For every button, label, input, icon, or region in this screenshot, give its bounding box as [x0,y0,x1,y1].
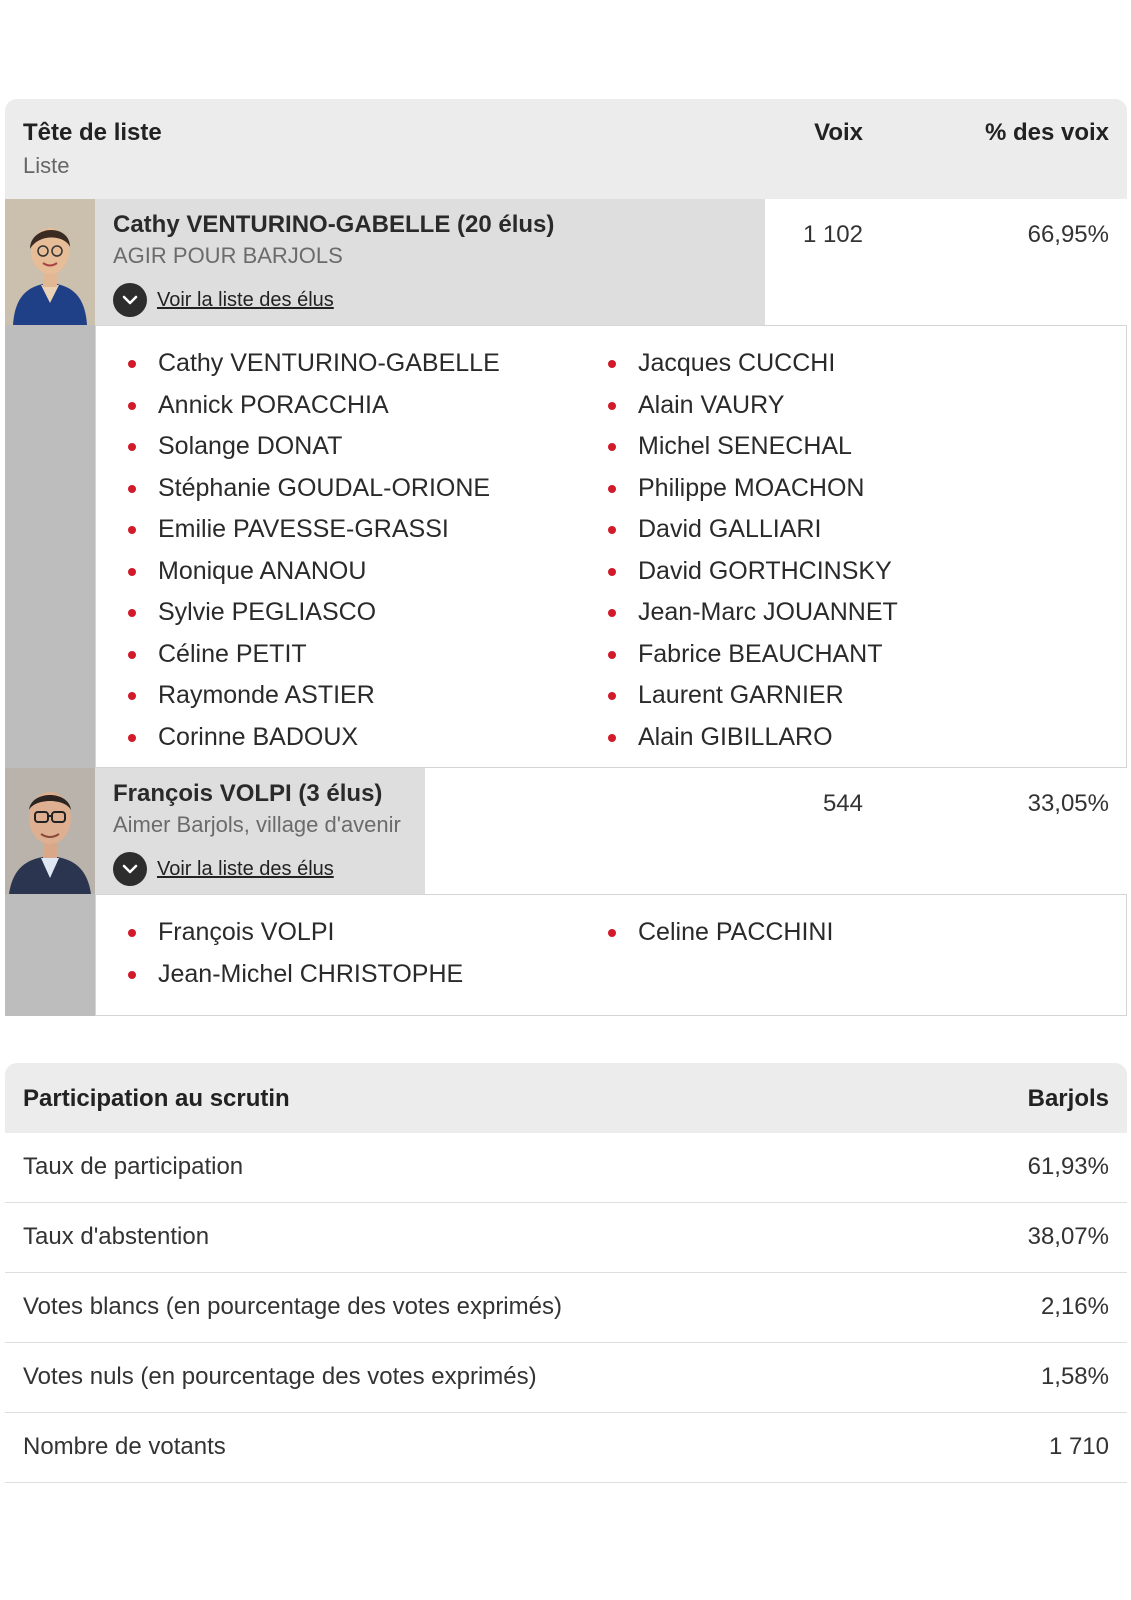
row-value: 2,16% [1040,1293,1109,1320]
elus-column-2 [608,348,1088,751]
elu-item: David GALLIARI [608,514,1088,556]
elus-list [95,894,1127,1016]
elu-item: Sylvie PEGLIASCO [128,597,608,639]
elu-item: Corinne BADOUX [128,722,608,764]
elus-stripe [5,325,95,768]
row-label: Votes nuls (en pourcentage des votes exprimés) [23,1363,537,1390]
elus-panel [5,894,1127,1016]
elu-item: François VOLPI [128,917,608,959]
participation-row [5,1413,1127,1483]
elu-item: Monique ANANOU [128,556,608,598]
show-elus-toggle[interactable] [113,852,334,886]
elu-item: David GORTHCINSKY [608,556,1088,598]
show-elus-link[interactable]: Voir la liste des élus [157,857,334,880]
row-value: 38,07% [1027,1223,1109,1250]
elus-stripe [5,894,95,1016]
candidate-voix: 544 [822,790,863,817]
row-value: 61,93% [1027,1153,1109,1180]
chevron-down-icon[interactable] [113,852,147,886]
elu-item: Celine PACCHINI [608,917,1088,959]
candidate-name: Cathy VENTURINO-GABELLE (20 élus) [113,211,555,238]
elu-item: Fabrice BEAUCHANT [608,639,1088,681]
elu-item: Philippe MOACHON [608,473,1088,515]
row-label: Nombre de votants [23,1433,226,1460]
candidate-info [95,768,425,894]
participation-row [5,1203,1127,1273]
show-elus-toggle[interactable] [113,283,334,317]
candidate-pct: 66,95% [1027,221,1109,248]
elu-item: Annick PORACCHIA [128,390,608,432]
row-value: 1,58% [1040,1363,1109,1390]
avatar-woman-icon [5,199,95,325]
elus-list [95,325,1127,768]
elu-item: Jean-Marc JOUANNET [608,597,1088,639]
elu-item: Stéphanie GOUDAL-ORIONE [128,473,608,515]
header-voix: Voix [814,119,863,146]
participation-header [5,1063,1127,1133]
participation-title: Participation au scrutin [23,1085,290,1112]
header-pct-voix: % des voix [984,119,1109,146]
candidate-photo [5,199,95,325]
header-liste: Liste [23,153,70,178]
participation-row [5,1343,1127,1413]
candidate-voix: 1 102 [802,221,863,248]
participation-row [5,1133,1127,1203]
elus-column-1 [128,917,608,993]
chevron-down-icon[interactable] [113,283,147,317]
row-label: Votes blancs (en pourcentage des votes exprimés) [23,1293,562,1320]
candidate-row [5,768,1127,894]
elu-item: Jean-Michel CHRISTOPHE [128,959,608,1001]
participation-table [5,1063,1127,1483]
avatar-man-icon [5,768,95,894]
elu-item: Solange DONAT [128,431,608,473]
list-name: AGIR POUR BARJOLS [113,243,343,268]
elus-panel [5,325,1127,768]
candidate-name: François VOLPI (3 élus) [113,780,383,807]
elu-item: Jacques CUCCHI [608,348,1088,390]
elu-item: Alain GIBILLARO [608,722,1088,764]
candidate-row [5,199,1127,325]
row-value: 1 710 [1048,1433,1109,1460]
candidate-photo [5,768,95,894]
elu-item: Cathy VENTURINO-GABELLE [128,348,608,390]
header-tete-de-liste: Tête de liste [23,119,162,146]
candidate-info [95,199,765,325]
elu-item: Céline PETIT [128,639,608,681]
elu-item: Emilie PAVESSE-GRASSI [128,514,608,556]
participation-row [5,1273,1127,1343]
results-header [5,99,1127,199]
participation-column: Barjols [1027,1085,1109,1112]
elus-column-2 [608,917,1088,993]
candidate-pct: 33,05% [1027,790,1109,817]
elu-item: Raymonde ASTIER [128,680,608,722]
row-label: Taux de participation [23,1153,244,1180]
elu-item: Michel SENECHAL [608,431,1088,473]
list-name: Aimer Barjols, village d'avenir [113,812,401,837]
elus-column-1 [128,348,608,751]
elu-item: Laurent GARNIER [608,680,1088,722]
row-label: Taux d'abstention [23,1223,210,1250]
elu-item: Alain VAURY [608,390,1088,432]
show-elus-link[interactable]: Voir la liste des élus [157,288,334,311]
results-table [5,99,1127,1016]
